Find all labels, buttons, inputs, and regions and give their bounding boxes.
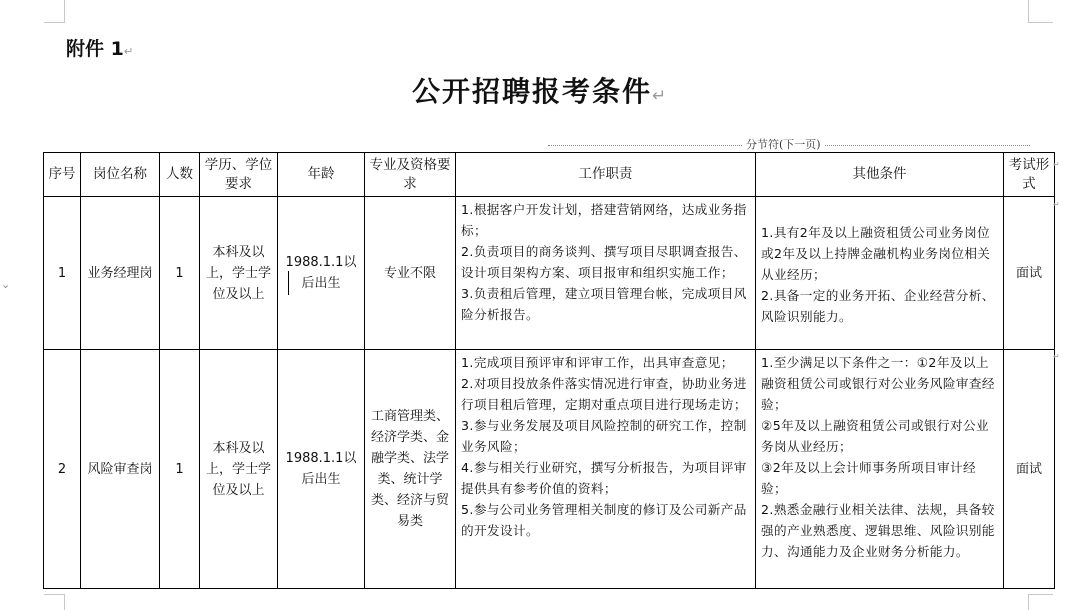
header-education: 学历、学位要求 (200, 153, 278, 197)
document-title: 公开招聘报考条件↵ (411, 75, 669, 108)
header-duties: 工作职责 (456, 153, 756, 197)
paragraph-mark-icon: ↵ (123, 44, 134, 58)
row-exam: 面试 (1004, 350, 1055, 589)
row-index: 2 (44, 350, 81, 589)
row-duties (456, 350, 756, 589)
table-header-row (44, 153, 1055, 197)
header-age: 年龄 (278, 153, 365, 197)
row-age: 1988.1.1以后出生 (278, 350, 365, 589)
row-end-mark-icon: ↵ (1053, 160, 1060, 169)
condition-item: ②5年及以上融资租赁公司或银行对公业务岗从业经历； (761, 418, 990, 454)
duty-item: 3.负责租后管理，建立项目管理台帐，完成项目风险分析报告。 (461, 286, 747, 322)
section-break (548, 137, 1030, 151)
row-position: 风险审查岗 (81, 350, 160, 589)
page-corner-mark-top-left (44, 0, 65, 23)
section-break-label: 分节符(下一页) (743, 136, 824, 152)
condition-item: 1.具有2年及以上融资租赁公司业务岗位或2年及以上持牌金融机构业务岗位相关从业经历； (761, 224, 991, 282)
row-other (756, 197, 1004, 350)
duty-item: 1.完成项目预评审和评审工作，出具审查意见； (461, 355, 734, 370)
table-row (44, 350, 1055, 589)
row-count: 1 (160, 350, 200, 589)
row-exam: 面试 (1004, 197, 1055, 350)
duty-item: 4.参与相关行业研究，撰写分析报告，为项目评审提供具有参考价值的资料； (461, 460, 747, 496)
condition-item: ③2年及以上会计师事务所项目审计经验； (761, 460, 977, 496)
row-index: 1 (44, 197, 81, 350)
duty-item: 3.参与业务发展及项目风险控制的研究工作，控制业务风险； (461, 418, 747, 454)
row-end-mark-icon: ↵ (1053, 200, 1060, 209)
duty-item: 2.对项目投放条件落实情况进行审查，协助业务进行项目租后管理，定期对重点项目进行现场走访； (461, 376, 747, 412)
duty-item: 2.负责项目的商务谈判、撰写项目尽职调查报告、设计项目架构方案、项目报审和组织实施工作； (461, 244, 747, 280)
text-cursor (288, 271, 289, 295)
row-duties (456, 197, 756, 350)
duty-item: 1.根据客户开发计划，搭建营销网络，达成业务指标； (461, 202, 747, 238)
row-major: 专业不限 (365, 197, 456, 350)
attachment-label: 附件 1↵ (66, 38, 134, 60)
row-end-mark-icon: ↵ (1053, 352, 1060, 361)
condition-item: 2.熟悉金融行业相关法律、法规，具备较强的产业熟悉度、逻辑思维、风险识别能力、沟通能力及企业财务分析能力。 (761, 502, 995, 559)
collapse-chevron-icon[interactable]: ⌄ (1, 278, 11, 291)
condition-item: 1.至少满足以下条件之一：①2年及以上融资租赁公司或银行对公业务风险审查经验； (761, 355, 995, 412)
table-row (44, 197, 1055, 350)
page-corner-mark-top-right (1028, 0, 1053, 23)
page-corner-mark-bottom-left (44, 594, 65, 610)
row-age: 1988.1.1以后出生 (278, 197, 365, 350)
row-other (756, 350, 1004, 589)
row-count: 1 (160, 197, 200, 350)
row-education: 本科及以上，学士学位及以上 (200, 197, 278, 350)
condition-item: 2.具备一定的业务开拓、企业经营分析、风险识别能力。 (761, 287, 995, 324)
duty-item: 5.参与公司业务管理相关制度的修订及公司新产品的开发设计。 (461, 502, 747, 538)
header-position: 岗位名称 (81, 153, 160, 197)
row-education: 本科及以上，学士学位及以上 (200, 350, 278, 589)
header-exam: 考试形式 (1004, 153, 1055, 197)
requirements-table (43, 152, 1055, 589)
header-index: 序号 (44, 153, 81, 197)
row-position: 业务经理岗 (81, 197, 160, 350)
header-major: 专业及资格要求 (365, 153, 456, 197)
page-corner-mark-bottom-right (1028, 594, 1053, 610)
paragraph-mark-icon: ↵ (651, 85, 669, 105)
header-count: 人数 (160, 153, 200, 197)
header-other: 其他条件 (756, 153, 1004, 197)
row-major: 工商管理类、经济学类、金融学类、法学类、统计学类、经济与贸易类 (365, 350, 456, 589)
